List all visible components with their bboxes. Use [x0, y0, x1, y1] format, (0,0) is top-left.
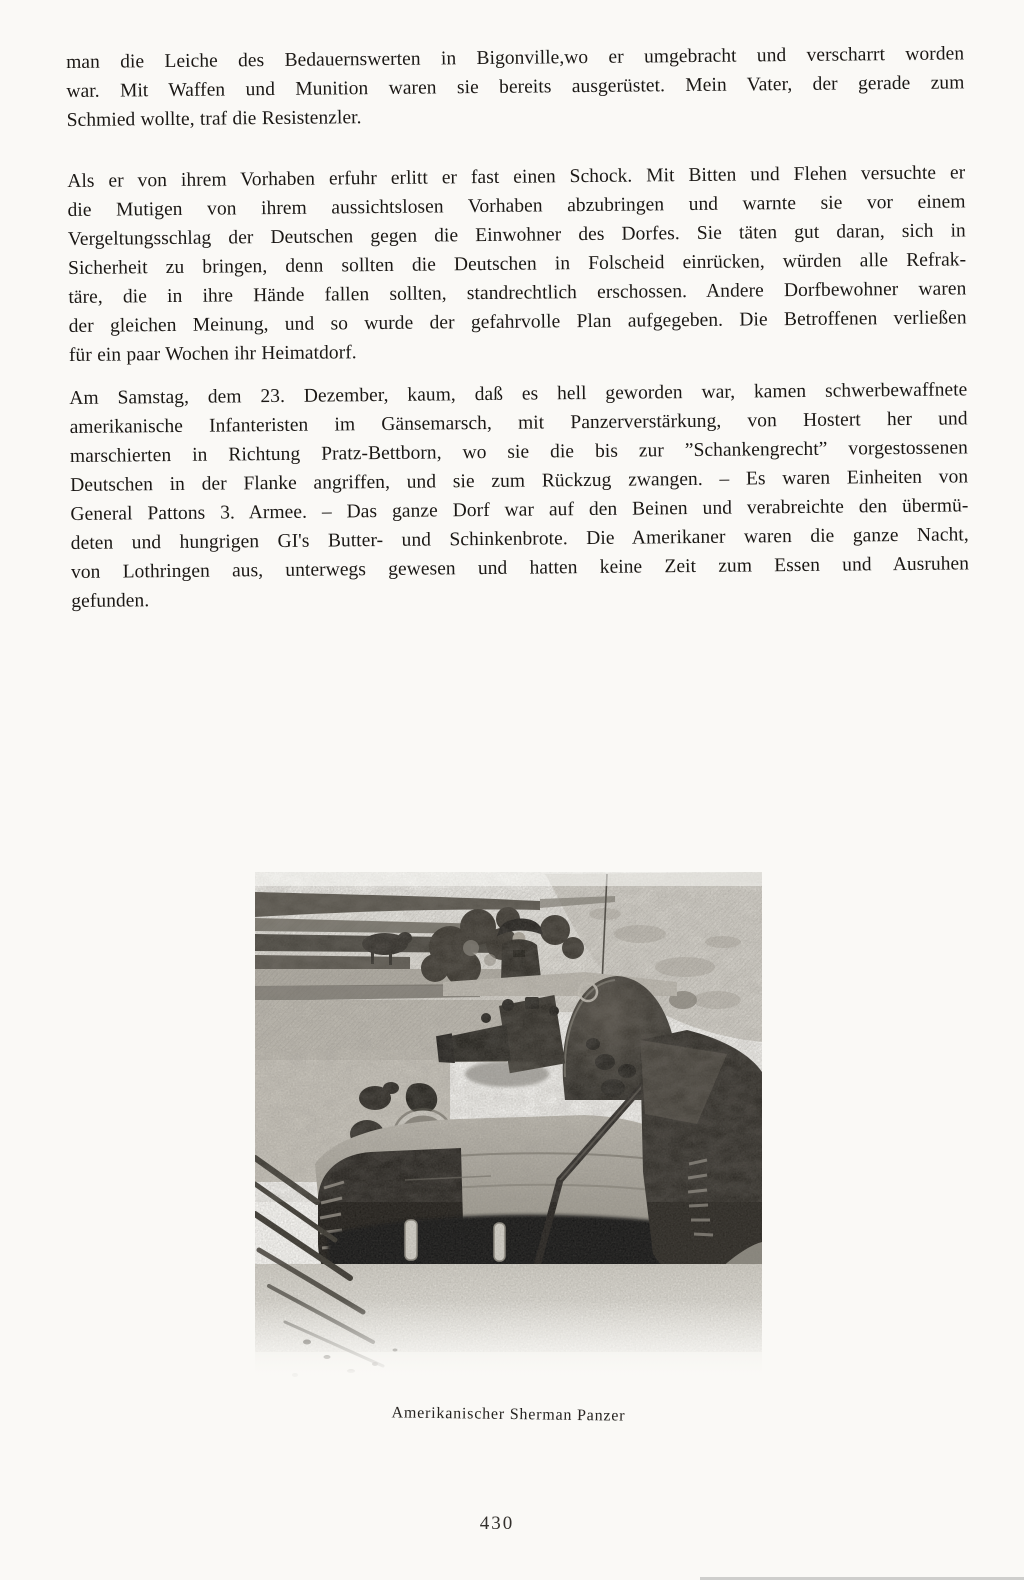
photo-caption: Amerikanischer Sherman Panzer [391, 1404, 626, 1425]
text-line: gefunden. [71, 590, 150, 612]
text-line: der gleichen Meinung, und so wurde der gefahrvolle Plan aufgegeben. Die Betroffenen verließen [68, 307, 967, 337]
text-line: Vergeltungsschlag der Deutschen gegen die Einwohner des Dorfes. Sie täten gut daran, sich in [67, 220, 966, 250]
text-line: General Pattons 3. Armee. – Das ganze Dorf war auf den Beinen und verabreichte den übermü- [70, 495, 969, 525]
text-line: deten und hungrigen GI's Butter- und Schinkenbrote. Die Amerikaner waren die ganze Nacht, [70, 524, 969, 554]
text-line: Am Samstag, dem 23. Dezember, kaum, daß es hell geworden war, kamen schwerbewaffnete [69, 379, 968, 409]
paragraph [69, 375, 969, 616]
tank-photo-image [255, 872, 762, 1390]
text-line: für ein paar Wochen ihr Heimatdorf. [68, 342, 357, 366]
text-line: Als er von ihrem Vorhaben erfuhr erlitt er fast einen Schock. Mit Bitten und Flehen versuchte er [67, 162, 966, 192]
text-line: marschierten in Richtung Pratz-Bettborn, wo sie die bis zur ”Schankengrecht” vorgestossenen [69, 437, 968, 467]
text-line: Sicherheit zu bringen, denn sollten die Deutschen in Folscheid einrücken, würden alle Refrak- [68, 249, 967, 279]
text-line: Deutschen in der Flanke angriffen, und sie zum Rückzug zwangen. – Es waren Einheiten von [70, 466, 969, 496]
text-line: täre, die in ihre Hände fallen sollten, standrechtlich erschossen. Andere Dorfbewohner waren [68, 278, 967, 308]
text-line: man die Leiche des Bedauernswerten in Bigonville,wo er umgebracht und verscharrt worden [66, 43, 965, 73]
text-line: Schmied wollte, traf die Resistenzler. [66, 107, 362, 131]
text-line: war. Mit Waffen und Munition waren sie bereits ausgerüstet. Mein Vater, der gerade zum [66, 72, 965, 102]
paragraph [67, 158, 967, 370]
body-text [66, 39, 969, 616]
paragraph [66, 39, 965, 135]
text-line: von Lothringen aus, unterwegs gewesen und hatten keine Zeit zum Essen und Ausruhen [70, 553, 970, 583]
text-line: amerikanische Infanteristen im Gänsemarsch, mit Panzerverstärkung, von Hostert her und [69, 408, 968, 438]
text-line: die Mutigen von ihrem aussichtslosen Vorhaben abzubringen und warnte sie vor einem [67, 191, 966, 221]
tank-photo [255, 872, 762, 1424]
page-number: 430 [479, 1513, 515, 1534]
